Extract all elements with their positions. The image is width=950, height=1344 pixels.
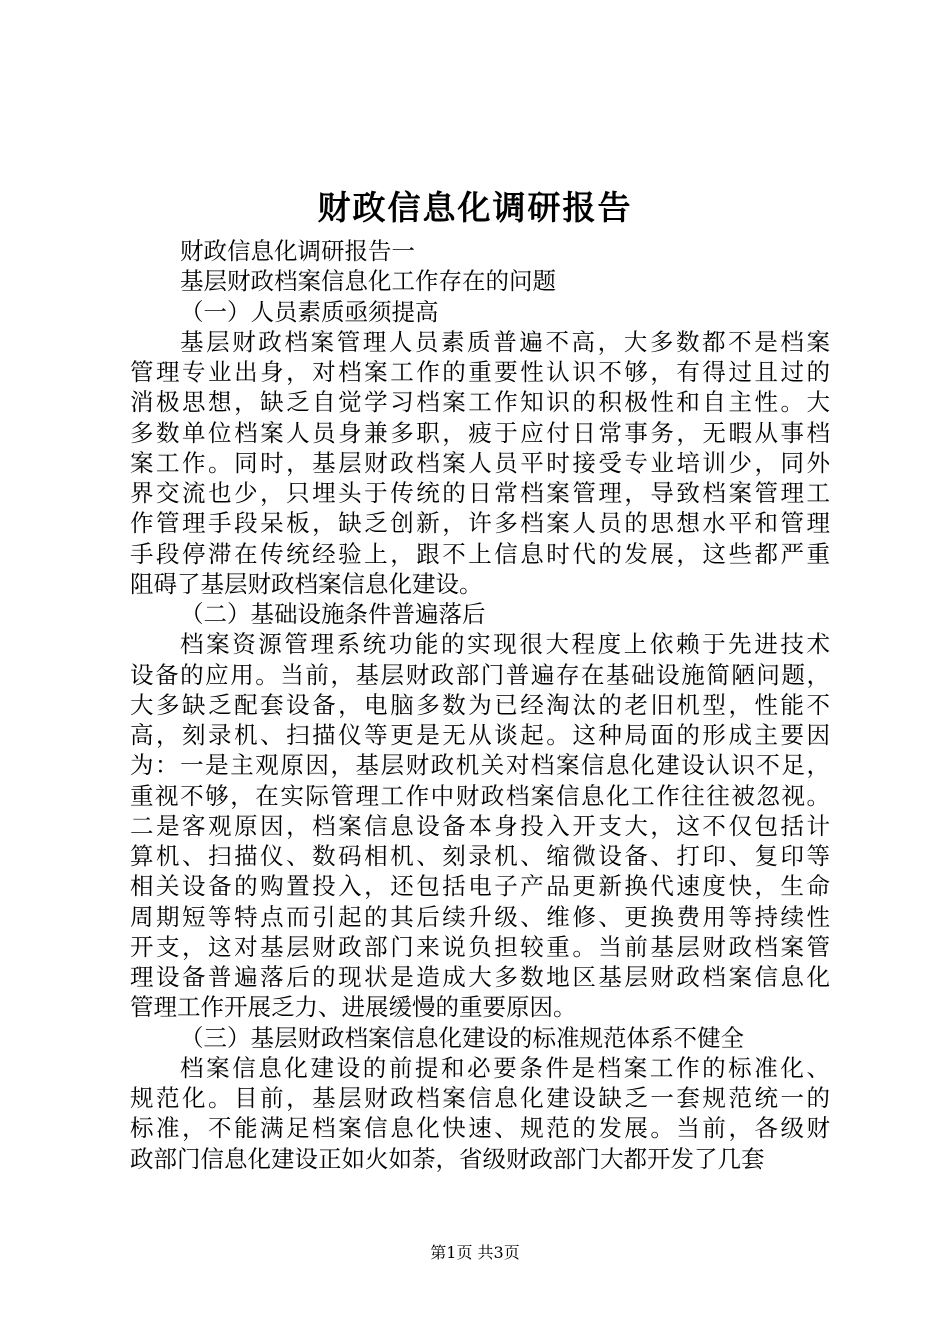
paragraph-line: 手段停滞在传统经验上，跟不上信息时代的发展，这些都严重 bbox=[130, 539, 830, 568]
paragraph-line: 基层财政档案管理人员素质普遍不高，大多数都不是档案 bbox=[180, 327, 830, 356]
paragraph-line: 重视不够，在实际管理工作中财政档案信息化工作往往被忽视。 bbox=[130, 781, 830, 810]
paragraph-line: 开支，这对基层财政部门来说负担较重。当前基层财政档案管 bbox=[130, 932, 830, 961]
section-heading: 基层财政档案信息化工作存在的问题 bbox=[180, 267, 556, 296]
paragraph-line: 案工作。同时，基层财政档案人员平时接受专业培训少，同外 bbox=[130, 448, 830, 477]
paragraph-line: 规范化。目前，基层财政档案信息化建设缺乏一套规范统一的 bbox=[130, 1084, 830, 1112]
section-heading: 财政信息化调研报告一 bbox=[180, 237, 415, 265]
paragraph-line: 大多缺乏配套设备，电脑多数为已经淘汰的老旧机型，性能不 bbox=[130, 690, 830, 719]
section-heading: （一）人员素质亟须提高 bbox=[180, 297, 439, 326]
paragraph-line: 作管理手段呆板，缺乏创新，许多档案人员的思想水平和管理 bbox=[130, 509, 830, 538]
paragraph-line: 高，刻录机、扫描仪等更是无从谈起。这种局面的形成主要因 bbox=[130, 721, 830, 749]
paragraph-line: 设备的应用。当前，基层财政部门普遍存在基础设施简陋问题， bbox=[130, 660, 830, 689]
paragraph-line: 相关设备的购置投入，还包括电子产品更新换代速度快，生命 bbox=[130, 872, 830, 901]
document-title: 财政信息化调研报告 bbox=[317, 188, 633, 227]
section-heading: （二）基础设施条件普遍落后 bbox=[180, 600, 486, 628]
paragraph-line: 理设备普遍落后的现状是造成大多数地区基层财政档案信息化 bbox=[130, 963, 830, 991]
page-footer: 第1页 共3页 bbox=[430, 1243, 520, 1262]
paragraph-line: 管理专业出身，对档案工作的重要性认识不够，有得过且过的 bbox=[130, 358, 830, 386]
paragraph-line: 消极思想，缺乏自觉学习档案工作知识的积极性和自主性。大 bbox=[130, 388, 830, 417]
section-heading: （三）基层财政档案信息化建设的标准规范体系不健全 bbox=[180, 1023, 744, 1052]
paragraph-line: 多数单位档案人员身兼多职，疲于应付日常事务，无暇从事档 bbox=[130, 418, 830, 447]
paragraph-line: 政部门信息化建设正如火如荼，省级财政部门大都开发了几套 bbox=[130, 1144, 765, 1173]
paragraph-line: 算机、扫描仪、数码相机、刻录机、缩微设备、打印、复印等 bbox=[130, 842, 830, 870]
paragraph-line: 二是客观原因，档案信息设备本身投入开支大，这不仅包括计 bbox=[130, 811, 830, 840]
paragraph-line: 为：一是主观原因，基层财政机关对档案信息化建设认识不足， bbox=[130, 751, 830, 780]
paragraph-line: 标准，不能满足档案信息化快速、规范的发展。当前，各级财 bbox=[130, 1114, 830, 1143]
paragraph-line: 档案信息化建设的前提和必要条件是档案工作的标准化、 bbox=[180, 1053, 830, 1082]
paragraph-line: 界交流也少，只埋头于传统的日常档案管理，导致档案管理工 bbox=[130, 479, 830, 507]
paragraph-line: 管理工作开展乏力、进展缓慢的重要原因。 bbox=[130, 993, 577, 1022]
paragraph-line: 阻碍了基层财政档案信息化建设。 bbox=[130, 569, 483, 598]
paragraph-line: 档案资源管理系统功能的实现很大程度上依赖于先进技术 bbox=[180, 630, 830, 659]
paragraph-line: 周期短等特点而引起的其后续升级、维修、更换费用等持续性 bbox=[130, 902, 830, 931]
